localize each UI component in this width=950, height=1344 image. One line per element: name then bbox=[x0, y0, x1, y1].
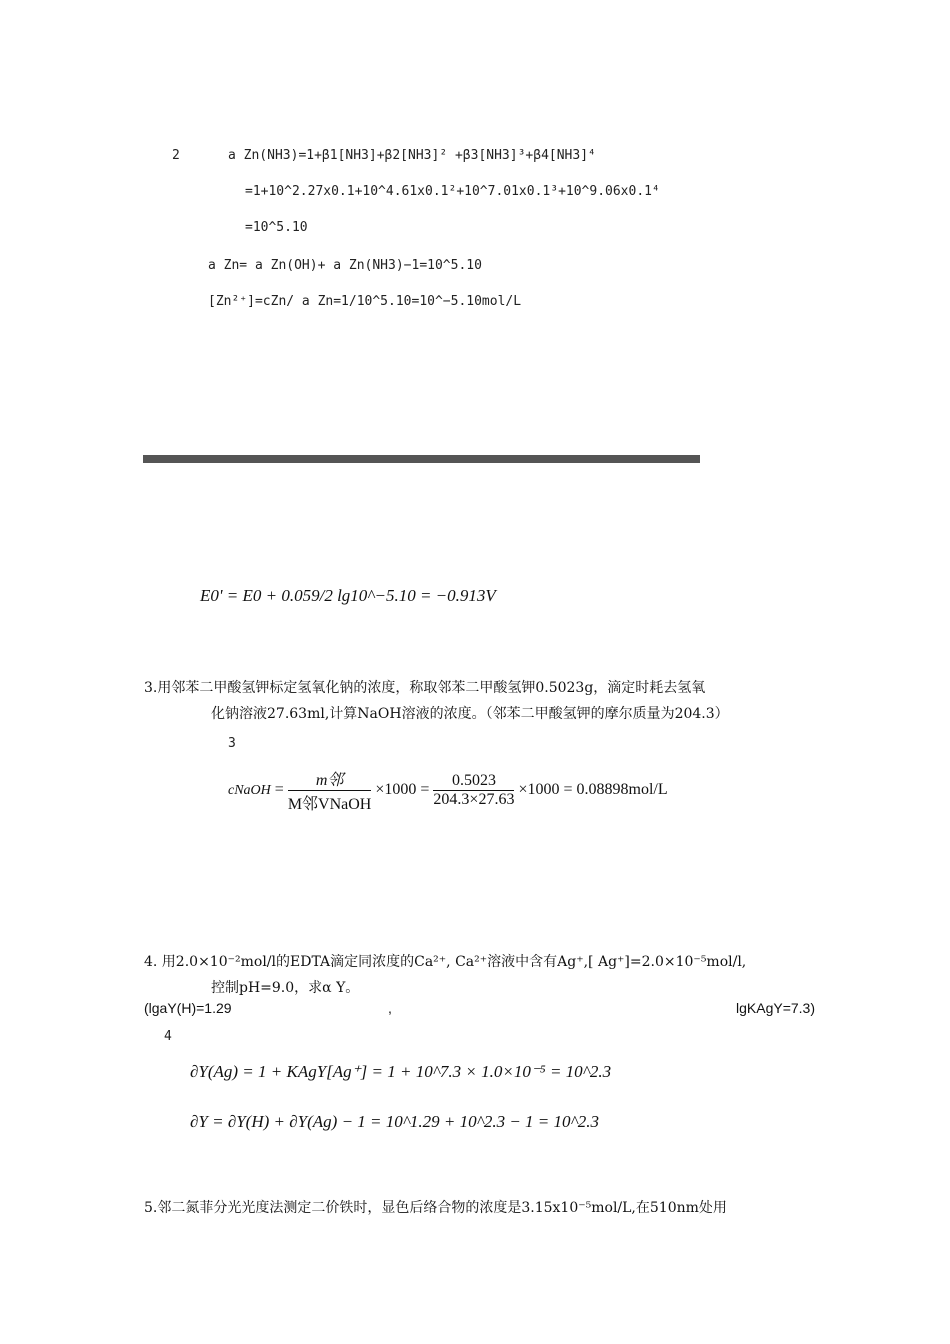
q4-question-line2: 控制pH=9.0，求α Y。 bbox=[211, 980, 360, 996]
q4-answer-number: 4 bbox=[164, 1029, 172, 1044]
q2-line4: a Zn= a Zn(OH)+ a Zn(NH3)−1=10^5.10 bbox=[208, 258, 482, 273]
q3-frac2-denominator: 204.3×27.63 bbox=[433, 791, 515, 808]
q2-line5: [Zn²⁺]=cZn/ a Zn=1/10^5.10=10^−5.10mol/L bbox=[208, 294, 522, 309]
q2-line1: a Zn(NH3)=1+β1[NH3]+β2[NH3]² +β3[NH3]³+β4[NH3]⁴ bbox=[228, 148, 596, 163]
divider-bar bbox=[143, 455, 700, 463]
q4-given-right: lgKAgY=7.3) bbox=[736, 1000, 815, 1016]
q2-potential-formula: E0' = E0 + 0.059/2 lg10^−5.10 = −0.913V bbox=[200, 586, 496, 605]
q4-equation-1: ∂Y(Ag) = 1 + KAgY[Ag⁺] = 1 + 10^7.3 × 1.0×10⁻⁵ = 10^2.3 bbox=[190, 1062, 612, 1081]
q4-equation-2: ∂Y = ∂Y(H) + ∂Y(Ag) − 1 = 10^1.29 + 10^2.3 − 1 = 10^2.3 bbox=[190, 1112, 599, 1131]
q4-given-mid: , bbox=[388, 1000, 392, 1016]
q3-frac1-denominator: M邻VNaOH bbox=[287, 796, 372, 813]
q2-line3: =10^5.10 bbox=[245, 220, 308, 235]
q3-answer-number: 3 bbox=[228, 736, 236, 751]
q4-question-line1: 4. 用2.0×10⁻²mol/l的EDTA滴定同浓度的Ca²⁺, Ca²⁺溶液中含有Ag⁺,[ Ag⁺]=2.0×10⁻⁵mol/l, bbox=[144, 954, 747, 970]
q3-fraction-1 bbox=[288, 767, 372, 814]
q2-number: 2 bbox=[172, 148, 180, 163]
q3-formula-times: ×1000 = bbox=[375, 781, 430, 799]
q3-frac2-numerator: 0.5023 bbox=[433, 772, 514, 791]
q3-fraction-2 bbox=[433, 772, 514, 809]
q3-question-line2: 化钠溶液27.63ml,计算NaOH溶液的浓度。（邻苯二甲酸氢钾的摩尔质量为204.3） bbox=[211, 706, 729, 722]
q5-question-line1: 5.邻二氮菲分光光度法测定二价铁时，显色后络合物的浓度是3.15x10⁻⁵mol/L,在510nm处用 bbox=[144, 1200, 727, 1216]
q3-frac1-numerator: m邻 bbox=[288, 767, 372, 791]
q3-question-line1: 3.用邻苯二甲酸氢钾标定氢氧化钠的浓度，称取邻苯二甲酸氢钾0.5023g，滴定时耗去氢氧 bbox=[144, 680, 706, 696]
q3-formula: cNaOH = $\frac{\text{m邻}}{\text{M邻VNaOH}}$ ×1000 = $\frac{0.5023}{204.3\times 27.63}$ ×1000 = 0.08898mol/L bbox=[228, 767, 668, 814]
q4-given-left: (lgaY(H)=1.29 bbox=[144, 1000, 232, 1016]
q3-formula-result: ×1000 = 0.08898mol/L bbox=[518, 781, 668, 799]
q2-line2: =1+10^2.27x0.1+10^4.61x0.1²+10^7.01x0.1³+10^9.06x0.1⁴ bbox=[245, 184, 660, 199]
q3-formula-lhs: cNaOH bbox=[228, 783, 271, 799]
